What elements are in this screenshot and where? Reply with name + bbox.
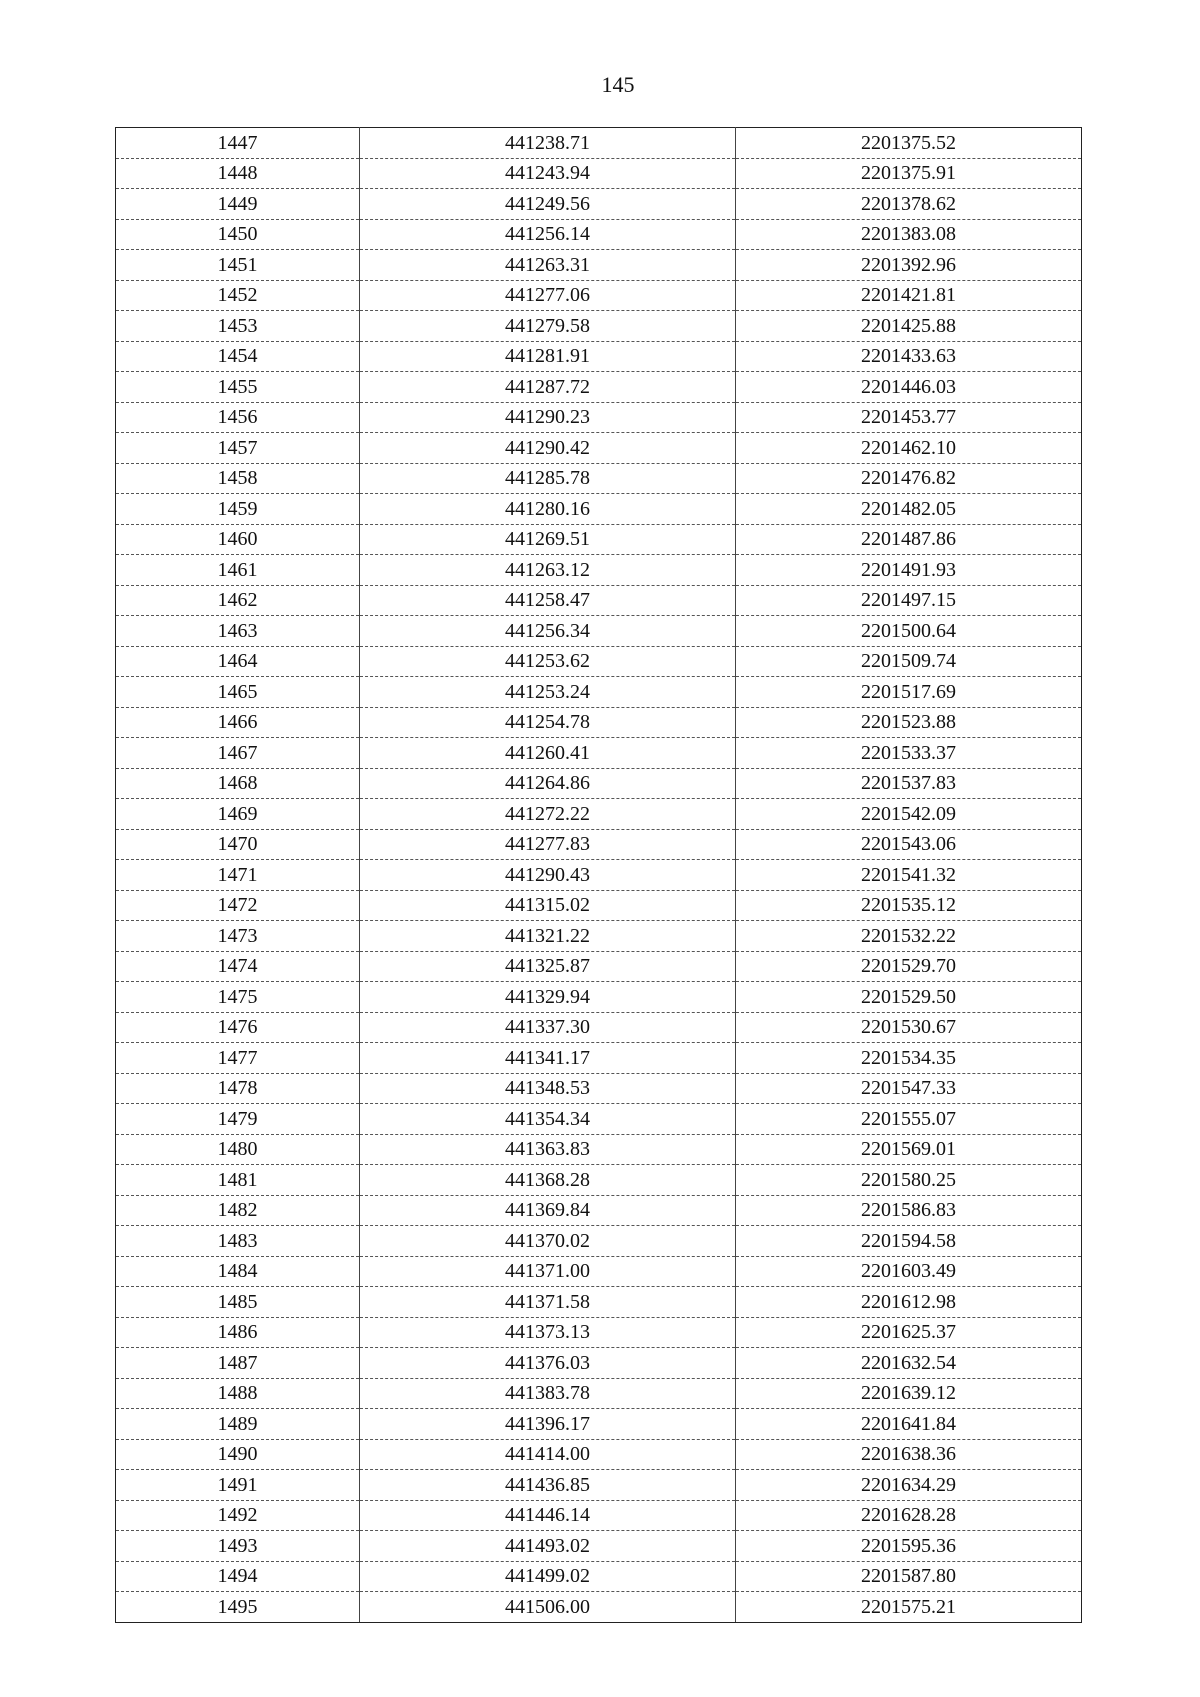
table-row	[116, 1256, 1082, 1287]
x-coordinate-cell: 441373.13	[360, 1317, 736, 1348]
point-number-cell: 1481	[116, 1165, 360, 1196]
point-number-cell: 1486	[116, 1317, 360, 1348]
point-number-cell: 1474	[116, 951, 360, 982]
point-number-cell: 1452	[116, 280, 360, 311]
y-coordinate-cell: 2201541.32	[736, 860, 1082, 891]
point-number-cell: 1480	[116, 1134, 360, 1165]
x-coordinate-cell: 441272.22	[360, 799, 736, 830]
table-row	[116, 1378, 1082, 1409]
x-coordinate-cell: 441383.78	[360, 1378, 736, 1409]
table-row	[116, 799, 1082, 830]
table-row	[116, 250, 1082, 281]
y-coordinate-cell: 2201595.36	[736, 1531, 1082, 1562]
y-coordinate-cell: 2201375.52	[736, 128, 1082, 159]
y-coordinate-cell: 2201392.96	[736, 250, 1082, 281]
x-coordinate-cell: 441263.12	[360, 555, 736, 586]
y-coordinate-cell: 2201543.06	[736, 829, 1082, 860]
y-coordinate-cell: 2201641.84	[736, 1409, 1082, 1440]
y-coordinate-cell: 2201569.01	[736, 1134, 1082, 1165]
point-number-cell: 1478	[116, 1073, 360, 1104]
x-coordinate-cell: 441370.02	[360, 1226, 736, 1257]
point-number-cell: 1454	[116, 341, 360, 372]
x-coordinate-cell: 441249.56	[360, 189, 736, 220]
x-coordinate-cell: 441243.94	[360, 158, 736, 189]
point-number-cell: 1473	[116, 921, 360, 952]
x-coordinate-cell: 441369.84	[360, 1195, 736, 1226]
table-row	[116, 921, 1082, 952]
x-coordinate-cell: 441253.62	[360, 646, 736, 677]
table-row	[116, 341, 1082, 372]
point-number-cell: 1464	[116, 646, 360, 677]
page-number: 145	[601, 72, 635, 97]
table-row	[116, 311, 1082, 342]
y-coordinate-cell: 2201575.21	[736, 1592, 1082, 1623]
point-number-cell: 1449	[116, 189, 360, 220]
point-number-cell: 1471	[116, 860, 360, 891]
table-row	[116, 1409, 1082, 1440]
x-coordinate-cell: 441285.78	[360, 463, 736, 494]
y-coordinate-cell: 2201509.74	[736, 646, 1082, 677]
y-coordinate-cell: 2201378.62	[736, 189, 1082, 220]
point-number-cell: 1453	[116, 311, 360, 342]
table-row	[116, 1134, 1082, 1165]
point-number-cell: 1490	[116, 1439, 360, 1470]
point-number-cell: 1475	[116, 982, 360, 1013]
table-row	[116, 524, 1082, 555]
table-row	[116, 1104, 1082, 1135]
x-coordinate-cell: 441281.91	[360, 341, 736, 372]
y-coordinate-cell: 2201634.29	[736, 1470, 1082, 1501]
table-row	[116, 1073, 1082, 1104]
table-row	[116, 158, 1082, 189]
y-coordinate-cell: 2201628.28	[736, 1500, 1082, 1531]
y-coordinate-cell: 2201594.58	[736, 1226, 1082, 1257]
y-coordinate-cell: 2201487.86	[736, 524, 1082, 555]
point-number-cell: 1466	[116, 707, 360, 738]
x-coordinate-cell: 441499.02	[360, 1561, 736, 1592]
point-number-cell: 1492	[116, 1500, 360, 1531]
table-row	[116, 829, 1082, 860]
table-row	[116, 1195, 1082, 1226]
point-number-cell: 1459	[116, 494, 360, 525]
x-coordinate-cell: 441256.14	[360, 219, 736, 250]
y-coordinate-cell: 2201639.12	[736, 1378, 1082, 1409]
y-coordinate-cell: 2201446.03	[736, 372, 1082, 403]
point-number-cell: 1485	[116, 1287, 360, 1318]
y-coordinate-cell: 2201547.33	[736, 1073, 1082, 1104]
y-coordinate-cell: 2201532.22	[736, 921, 1082, 952]
y-coordinate-cell: 2201453.77	[736, 402, 1082, 433]
x-coordinate-cell: 441506.00	[360, 1592, 736, 1623]
point-number-cell: 1477	[116, 1043, 360, 1074]
y-coordinate-cell: 2201383.08	[736, 219, 1082, 250]
x-coordinate-cell: 441329.94	[360, 982, 736, 1013]
x-coordinate-cell: 441337.30	[360, 1012, 736, 1043]
y-coordinate-cell: 2201534.35	[736, 1043, 1082, 1074]
coordinates-table	[115, 127, 1082, 1623]
table-row	[116, 1470, 1082, 1501]
point-number-cell: 1489	[116, 1409, 360, 1440]
y-coordinate-cell: 2201491.93	[736, 555, 1082, 586]
table-row	[116, 1592, 1082, 1623]
x-coordinate-cell: 441264.86	[360, 768, 736, 799]
x-coordinate-cell: 441325.87	[360, 951, 736, 982]
point-number-cell: 1494	[116, 1561, 360, 1592]
table-row	[116, 433, 1082, 464]
x-coordinate-cell: 441256.34	[360, 616, 736, 647]
x-coordinate-cell: 441260.41	[360, 738, 736, 769]
table-row	[116, 1287, 1082, 1318]
x-coordinate-cell: 441253.24	[360, 677, 736, 708]
table-row	[116, 1531, 1082, 1562]
point-number-cell: 1456	[116, 402, 360, 433]
table-row	[116, 982, 1082, 1013]
y-coordinate-cell: 2201529.50	[736, 982, 1082, 1013]
y-coordinate-cell: 2201482.05	[736, 494, 1082, 525]
point-number-cell: 1472	[116, 890, 360, 921]
point-number-cell: 1465	[116, 677, 360, 708]
y-coordinate-cell: 2201421.81	[736, 280, 1082, 311]
coordinates-table-body	[116, 128, 1082, 1623]
x-coordinate-cell: 441376.03	[360, 1348, 736, 1379]
x-coordinate-cell: 441277.06	[360, 280, 736, 311]
table-row	[116, 707, 1082, 738]
table-row	[116, 128, 1082, 159]
point-number-cell: 1457	[116, 433, 360, 464]
table-row	[116, 219, 1082, 250]
y-coordinate-cell: 2201523.88	[736, 707, 1082, 738]
y-coordinate-cell: 2201517.69	[736, 677, 1082, 708]
point-number-cell: 1468	[116, 768, 360, 799]
point-number-cell: 1491	[116, 1470, 360, 1501]
x-coordinate-cell: 441238.71	[360, 128, 736, 159]
point-number-cell: 1447	[116, 128, 360, 159]
table-row	[116, 585, 1082, 616]
point-number-cell: 1483	[116, 1226, 360, 1257]
y-coordinate-cell: 2201587.80	[736, 1561, 1082, 1592]
y-coordinate-cell: 2201476.82	[736, 463, 1082, 494]
point-number-cell: 1460	[116, 524, 360, 555]
table-row	[116, 1317, 1082, 1348]
x-coordinate-cell: 441263.31	[360, 250, 736, 281]
table-row	[116, 463, 1082, 494]
table-row	[116, 1012, 1082, 1043]
table-row	[116, 890, 1082, 921]
x-coordinate-cell: 441371.58	[360, 1287, 736, 1318]
table-row	[116, 616, 1082, 647]
y-coordinate-cell: 2201535.12	[736, 890, 1082, 921]
table-row	[116, 1561, 1082, 1592]
point-number-cell: 1455	[116, 372, 360, 403]
y-coordinate-cell: 2201529.70	[736, 951, 1082, 982]
point-number-cell: 1467	[116, 738, 360, 769]
point-number-cell: 1470	[116, 829, 360, 860]
y-coordinate-cell: 2201580.25	[736, 1165, 1082, 1196]
table-row	[116, 1439, 1082, 1470]
x-coordinate-cell: 441354.34	[360, 1104, 736, 1135]
table-row	[116, 372, 1082, 403]
table-row	[116, 1500, 1082, 1531]
table-row	[116, 738, 1082, 769]
x-coordinate-cell: 441280.16	[360, 494, 736, 525]
y-coordinate-cell: 2201638.36	[736, 1439, 1082, 1470]
point-number-cell: 1495	[116, 1592, 360, 1623]
table-row	[116, 280, 1082, 311]
table-row	[116, 555, 1082, 586]
y-coordinate-cell: 2201603.49	[736, 1256, 1082, 1287]
y-coordinate-cell: 2201533.37	[736, 738, 1082, 769]
x-coordinate-cell: 441368.28	[360, 1165, 736, 1196]
point-number-cell: 1463	[116, 616, 360, 647]
y-coordinate-cell: 2201632.54	[736, 1348, 1082, 1379]
table-row	[116, 1348, 1082, 1379]
x-coordinate-cell: 441277.83	[360, 829, 736, 860]
x-coordinate-cell: 441348.53	[360, 1073, 736, 1104]
table-row	[116, 1226, 1082, 1257]
point-number-cell: 1493	[116, 1531, 360, 1562]
x-coordinate-cell: 441446.14	[360, 1500, 736, 1531]
x-coordinate-cell: 441287.72	[360, 372, 736, 403]
x-coordinate-cell: 441363.83	[360, 1134, 736, 1165]
y-coordinate-cell: 2201462.10	[736, 433, 1082, 464]
y-coordinate-cell: 2201555.07	[736, 1104, 1082, 1135]
table-row	[116, 1165, 1082, 1196]
x-coordinate-cell: 441371.00	[360, 1256, 736, 1287]
x-coordinate-cell: 441269.51	[360, 524, 736, 555]
point-number-cell: 1476	[116, 1012, 360, 1043]
table-row	[116, 768, 1082, 799]
point-number-cell: 1487	[116, 1348, 360, 1379]
table-row	[116, 1043, 1082, 1074]
x-coordinate-cell: 441341.17	[360, 1043, 736, 1074]
y-coordinate-cell: 2201586.83	[736, 1195, 1082, 1226]
point-number-cell: 1479	[116, 1104, 360, 1135]
table-row	[116, 189, 1082, 220]
point-number-cell: 1458	[116, 463, 360, 494]
x-coordinate-cell: 441290.43	[360, 860, 736, 891]
point-number-cell: 1482	[116, 1195, 360, 1226]
x-coordinate-cell: 441436.85	[360, 1470, 736, 1501]
table-row	[116, 860, 1082, 891]
table-row	[116, 646, 1082, 677]
point-number-cell: 1451	[116, 250, 360, 281]
table-row	[116, 402, 1082, 433]
y-coordinate-cell: 2201537.83	[736, 768, 1082, 799]
x-coordinate-cell: 441258.47	[360, 585, 736, 616]
point-number-cell: 1461	[116, 555, 360, 586]
y-coordinate-cell: 2201625.37	[736, 1317, 1082, 1348]
x-coordinate-cell: 441396.17	[360, 1409, 736, 1440]
y-coordinate-cell: 2201542.09	[736, 799, 1082, 830]
point-number-cell: 1450	[116, 219, 360, 250]
y-coordinate-cell: 2201530.67	[736, 1012, 1082, 1043]
x-coordinate-cell: 441290.23	[360, 402, 736, 433]
point-number-cell: 1469	[116, 799, 360, 830]
point-number-cell: 1462	[116, 585, 360, 616]
x-coordinate-cell: 441279.58	[360, 311, 736, 342]
x-coordinate-cell: 441290.42	[360, 433, 736, 464]
y-coordinate-cell: 2201433.63	[736, 341, 1082, 372]
x-coordinate-cell: 441493.02	[360, 1531, 736, 1562]
table-row	[116, 494, 1082, 525]
y-coordinate-cell: 2201497.15	[736, 585, 1082, 616]
point-number-cell: 1488	[116, 1378, 360, 1409]
table-row	[116, 951, 1082, 982]
y-coordinate-cell: 2201612.98	[736, 1287, 1082, 1318]
y-coordinate-cell: 2201375.91	[736, 158, 1082, 189]
x-coordinate-cell: 441414.00	[360, 1439, 736, 1470]
y-coordinate-cell: 2201425.88	[736, 311, 1082, 342]
point-number-cell: 1484	[116, 1256, 360, 1287]
x-coordinate-cell: 441321.22	[360, 921, 736, 952]
x-coordinate-cell: 441315.02	[360, 890, 736, 921]
point-number-cell: 1448	[116, 158, 360, 189]
y-coordinate-cell: 2201500.64	[736, 616, 1082, 647]
x-coordinate-cell: 441254.78	[360, 707, 736, 738]
table-row	[116, 677, 1082, 708]
